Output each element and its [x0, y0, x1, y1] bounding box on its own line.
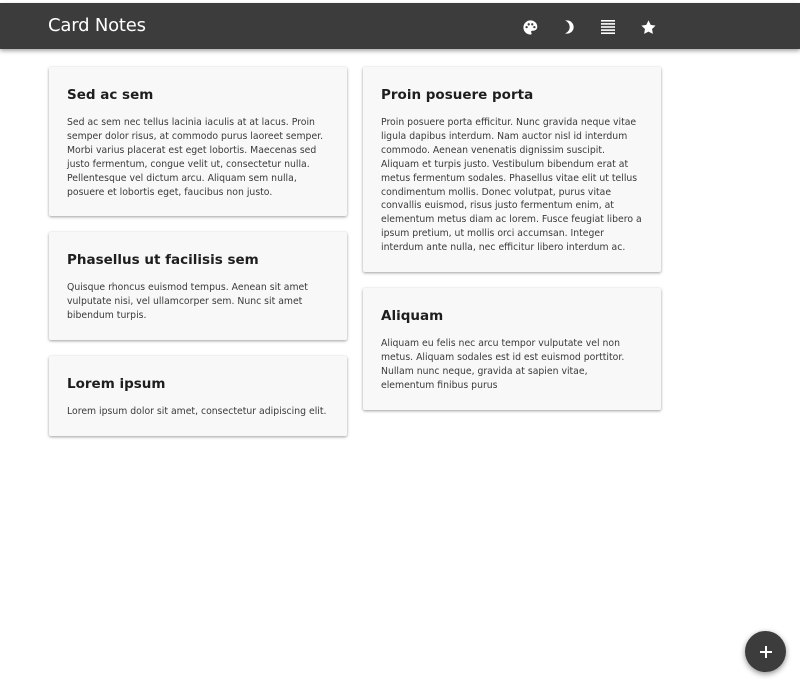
note-title: Phasellus ut facilisis sem: [67, 252, 259, 269]
palette-icon[interactable]: [520, 17, 540, 37]
note-title: Lorem ipsum: [67, 376, 166, 393]
notes-column-left: [49, 67, 347, 452]
note-body: Lorem ipsum dolor sit amet, consectetur adipiscing elit.: [67, 406, 327, 418]
note-body: Proin posuere porta efficitur. Nunc gravida neque vitae ligula dapibus interdum. Nam auctor nisl id interdum commodo. Aenean venenatis dignissim suscipit. Aliquam et turpis justo. Vestibulum bibendum erat at metus fermentum sodales. Phasellus vitae elit ut tellus condimentum mollis. Donec volutpat, purus vitae convallis euismod, risus justo fermentum enim, at elementum metus diam ac lorem. Fusce feugiat libero a ipsum pretium, ut mollis orci accumsan. Integer interdum ante nulla, nec efficitur libero interdum ac.: [381, 117, 642, 254]
notes-column-right: [363, 67, 661, 426]
note-card[interactable]: [49, 67, 347, 216]
note-title: Proin posuere porta: [381, 87, 534, 103]
note-body: Aliquam eu felis nec arcu tempor vulputate vel non metus. Aliquam sodales est id est euismod porttitor. Nullam nunc neque, gravida at sapien vitae, elementum finibus purus: [381, 338, 625, 391]
note-body: Quisque rhoncus euismod tempus. Aenean sit amet vulputate nisi, vel ullamcorper sem. Nunc sit amet bibendum turpis.: [67, 282, 308, 322]
note-title: Aliquam: [381, 308, 444, 325]
plus-icon: [759, 645, 773, 659]
note-card[interactable]: [363, 67, 661, 272]
note-title: Sed ac sem: [67, 87, 154, 103]
list-icon[interactable]: [598, 17, 618, 37]
add-note-button[interactable]: [745, 631, 786, 672]
app-bar: [0, 3, 800, 49]
star-icon[interactable]: [638, 17, 658, 37]
note-card[interactable]: [363, 288, 661, 410]
note-card[interactable]: [49, 232, 347, 340]
note-body: Sed ac sem nec tellus lacinia iaculis at at lacus. Proin semper dolor risus, at commodo purus laoreet semper. Morbi varius placerat est eget lobortis. Maecenas sed justo fermentum, congue velit ut, consectetur nulla. Pellentesque vel dictum arcu. Aliquam sem nulla, posuere et lobortis eget, faucibus non justo.: [67, 117, 324, 198]
app-title: Card Notes: [48, 15, 146, 36]
moon-icon[interactable]: [559, 17, 579, 37]
note-card[interactable]: [49, 356, 347, 436]
